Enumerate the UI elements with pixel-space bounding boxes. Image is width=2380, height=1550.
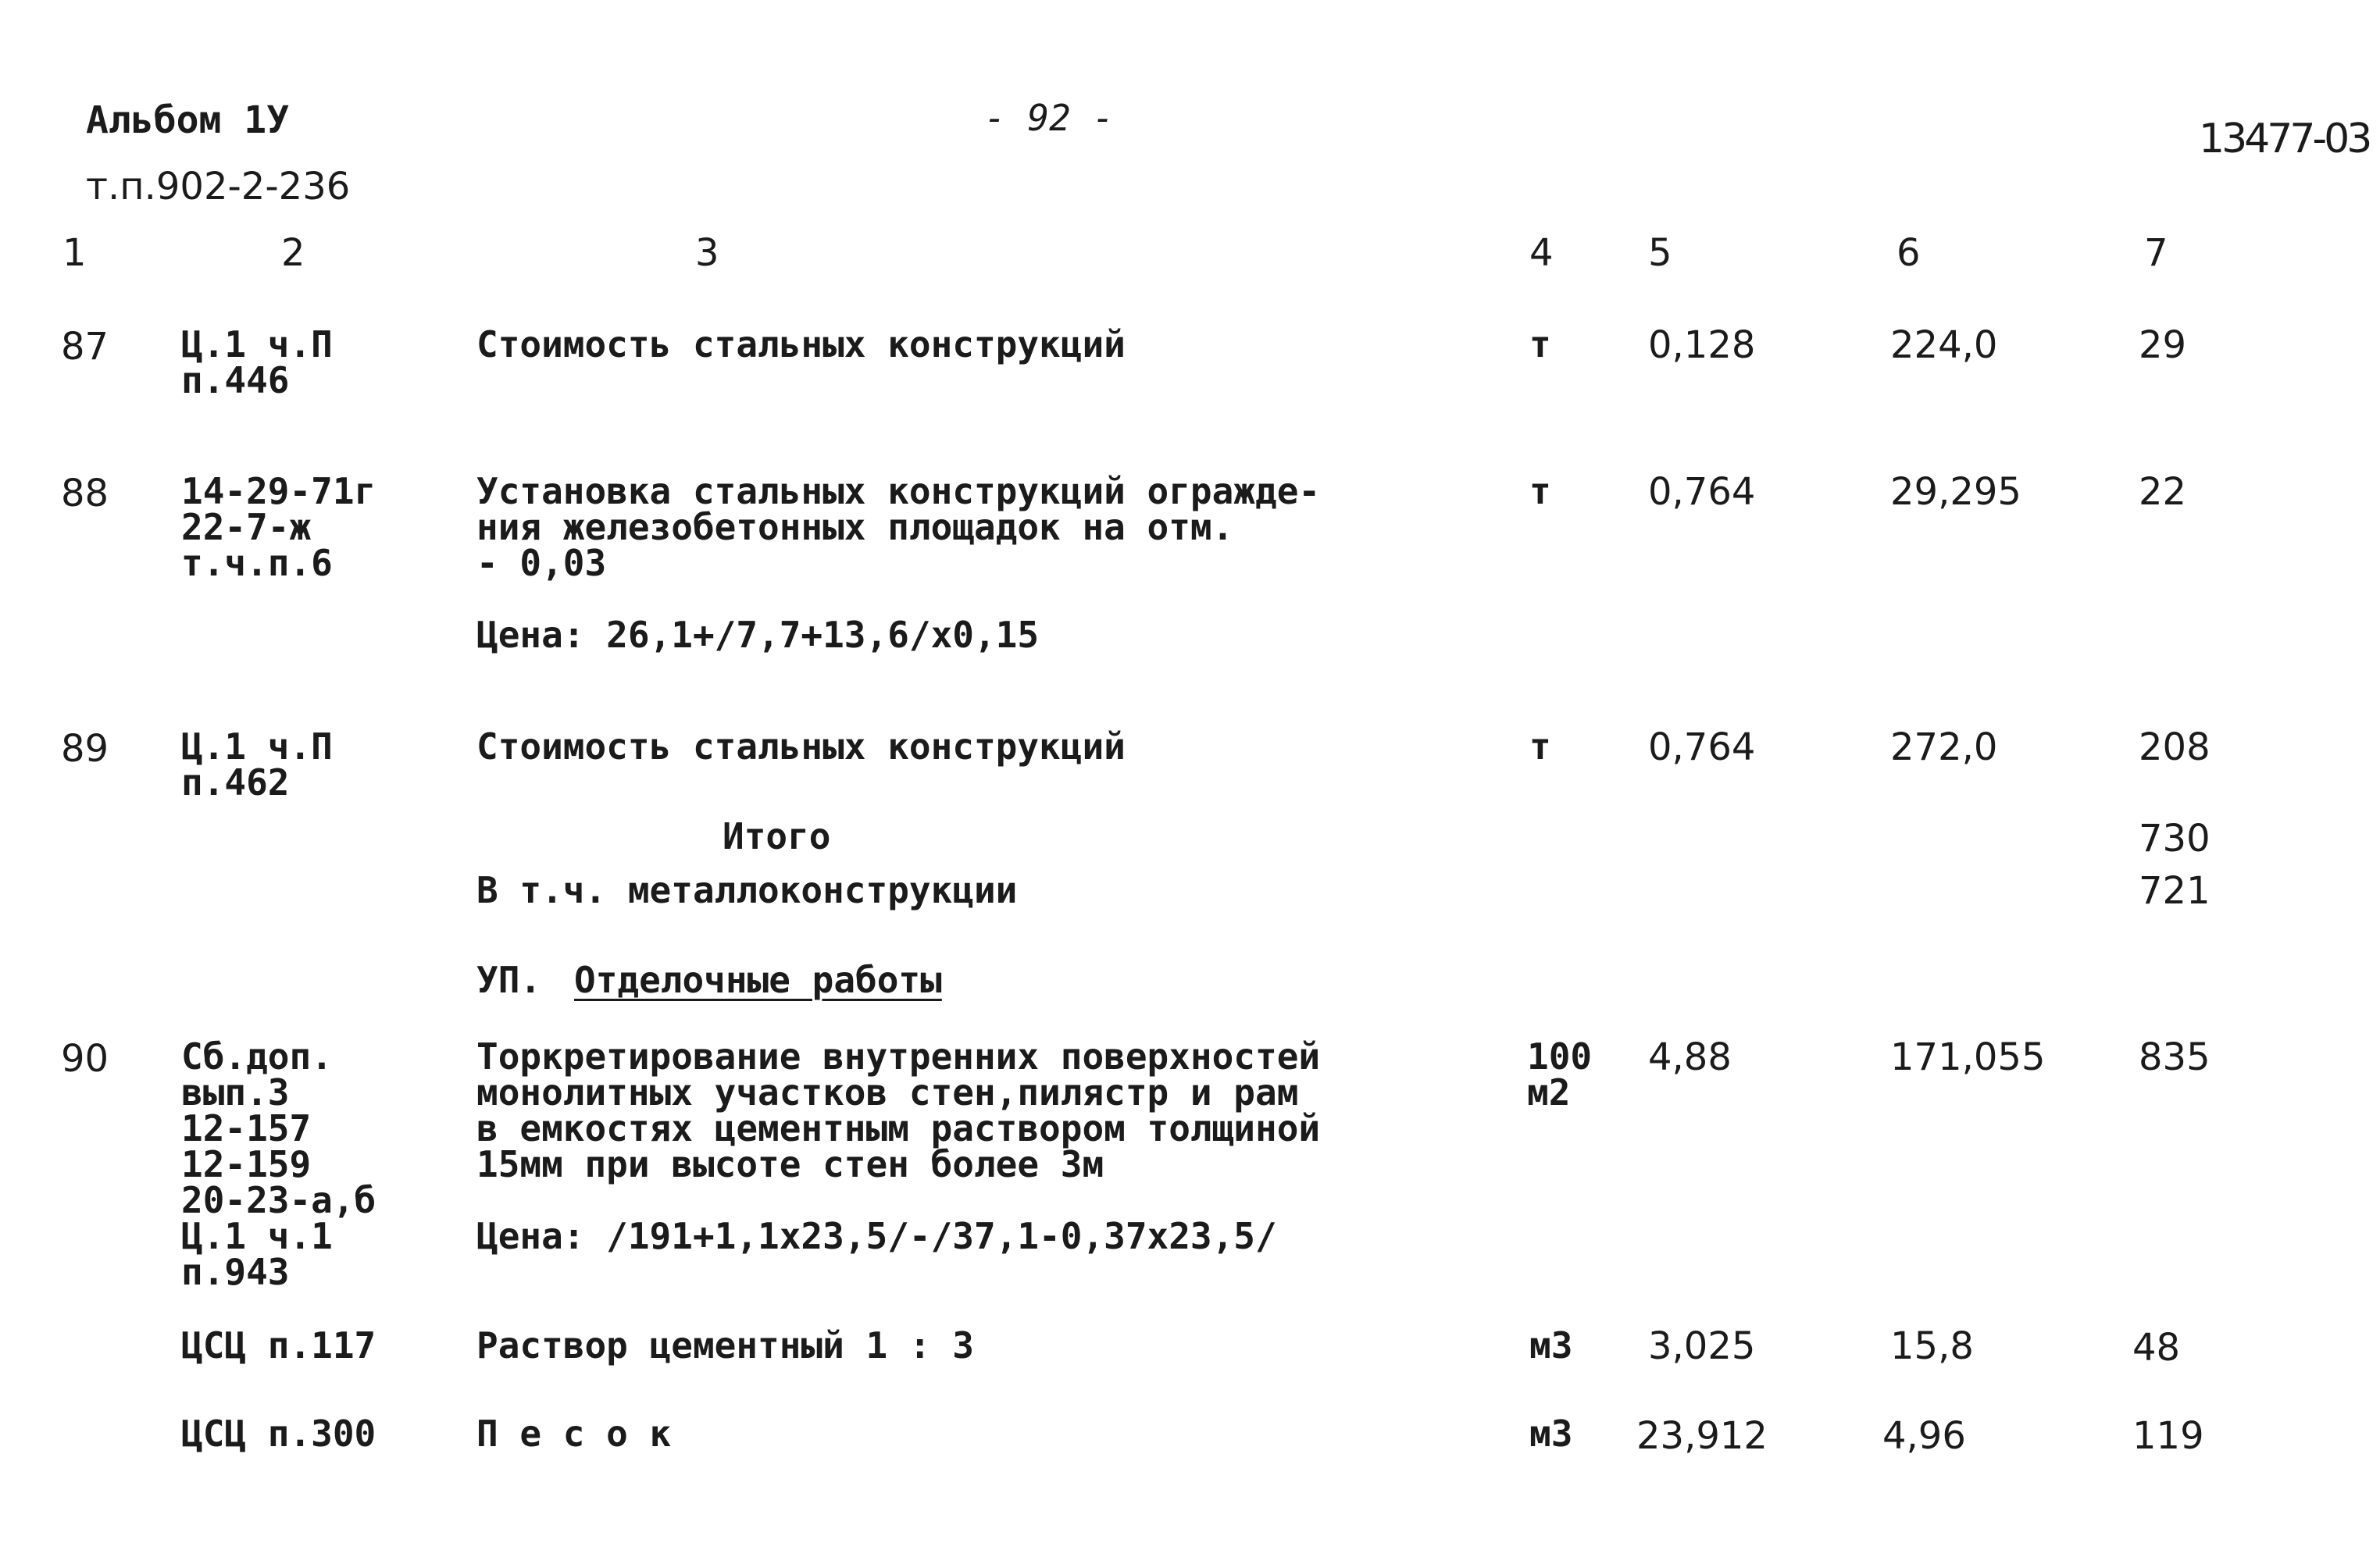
row-total: 119 [2132, 1414, 2204, 1458]
row-reference: 14-29-71г 22-7-ж т.ч.п.6 [181, 470, 376, 584]
row-quantity: 0,764 [1648, 725, 1756, 769]
row-reference: Ц.1 ч.П п.446 [181, 323, 333, 401]
row-price-formula: Цена: /191+1,1х23,5/-/37,1-0,37х23,5/ [476, 1215, 1277, 1257]
row-reference: ЦСЦ п.300 [181, 1413, 376, 1455]
row-price: 15,8 [1890, 1324, 1974, 1368]
column-header-3: 3 [695, 231, 719, 275]
album-label: Альбом 1У [86, 98, 290, 142]
row-quantity: 23,912 [1636, 1414, 1768, 1458]
row-number: 88 [61, 472, 109, 515]
row-total: 29 [2139, 323, 2187, 367]
row-number: 89 [61, 727, 109, 771]
section-title: Отделочные работы [574, 959, 942, 1001]
row-reference: Ц.1 ч.П п.462 [181, 725, 333, 804]
row-description: Установка стальных конструкций огражде- ния железобетонных площадок на отм. - 0,03 [476, 470, 1321, 584]
row-unit: т [1529, 323, 1551, 365]
row-price: 224,0 [1890, 323, 1998, 367]
row-quantity: 0,764 [1648, 470, 1756, 514]
row-price: 272,0 [1890, 725, 1998, 769]
itogo-label: Итого [723, 815, 831, 857]
row-unit: т [1529, 725, 1551, 768]
column-header-6: 6 [1897, 231, 1921, 275]
row-description: Торкретирование внутренних поверхностей монолитных участков стен,пилястр и рам в емкостях цементным раствором толщиной 15мм при высоте стен более 3м [476, 1035, 1321, 1185]
row-reference: ЦСЦ п.117 [181, 1324, 376, 1366]
row-price: 4,96 [1882, 1414, 1966, 1458]
column-header-7: 7 [2144, 231, 2168, 275]
project-number: т.п.902-2-236 [86, 165, 351, 208]
row-price-formula: Цена: 26,1+/7,7+13,6/х0,15 [476, 614, 1040, 656]
column-header-1: 1 [62, 231, 87, 275]
metal-structures-label: В т.ч. металлоконструкции [476, 869, 1018, 911]
row-description: П е с о к [476, 1413, 672, 1455]
row-price: 29,295 [1890, 470, 2021, 514]
row-description: Стоимость стальных конструкций [476, 323, 1126, 365]
metal-structures-value: 721 [2139, 869, 2211, 913]
row-total: 48 [2132, 1326, 2181, 1370]
row-unit: 100 м2 [1527, 1035, 1593, 1114]
row-description: Стоимость стальных конструкций [476, 725, 1126, 768]
row-reference: Сб.доп. вып.3 12-157 12-159 20-23-а,б Ц.1 ч.1 п.943 [181, 1035, 376, 1293]
page-number: - 92 - [984, 97, 1115, 139]
column-header-2: 2 [281, 231, 305, 275]
row-unit: т [1529, 470, 1551, 512]
row-total: 835 [2139, 1035, 2211, 1079]
row-quantity: 4,88 [1648, 1035, 1732, 1079]
section-number: УП. [476, 959, 542, 1001]
row-total: 208 [2139, 725, 2211, 769]
column-header-4: 4 [1529, 231, 1554, 275]
document-code: 13477-03 [2199, 116, 2370, 162]
row-quantity: 3,025 [1648, 1324, 1756, 1368]
row-quantity: 0,128 [1648, 323, 1756, 367]
row-description: Раствор цементный 1 : 3 [476, 1324, 974, 1366]
row-price: 171,055 [1890, 1035, 2046, 1079]
row-total: 22 [2139, 470, 2187, 514]
row-unit: м3 [1529, 1324, 1573, 1366]
row-number: 90 [61, 1037, 109, 1081]
column-header-5: 5 [1648, 231, 1672, 275]
itogo-value: 730 [2139, 817, 2211, 861]
row-unit: м3 [1529, 1413, 1573, 1455]
row-number: 87 [61, 325, 109, 369]
